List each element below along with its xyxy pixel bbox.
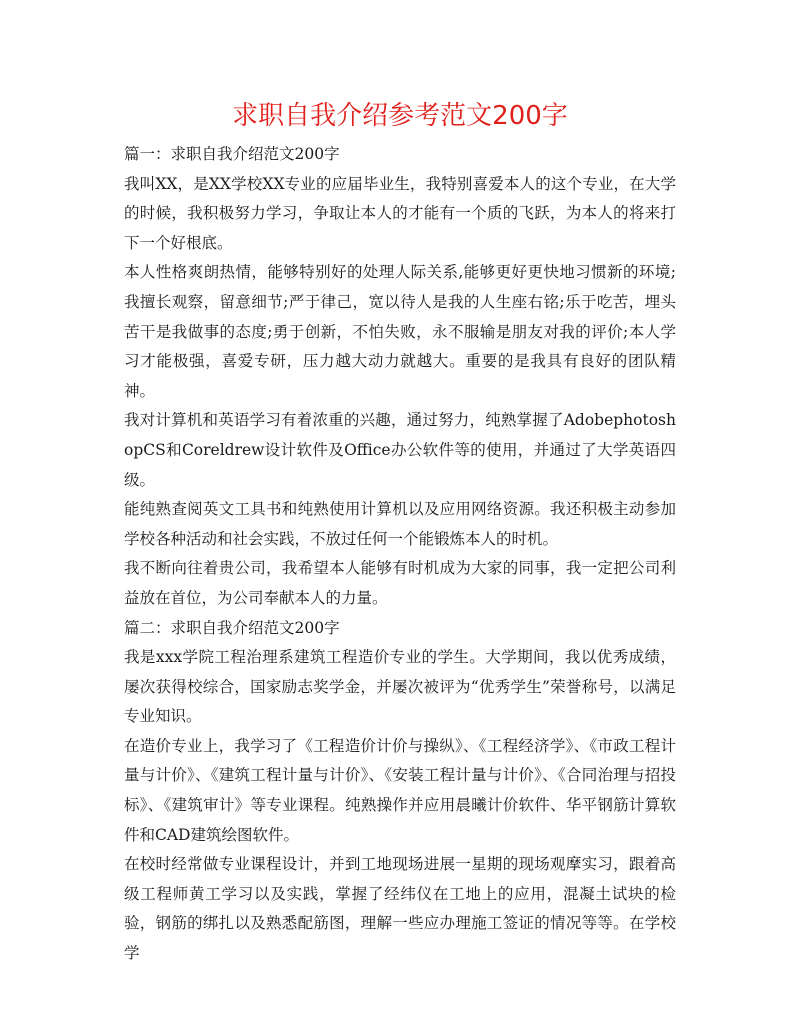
paragraph: 我是xxx学院工程治理系建筑工程造价专业的学生。大学期间，我以优秀成绩，屡次获得校综合，国家励志奖学金，并屡次被评为“优秀学生”荣誉称号，以满足专业知识。 <box>124 648 676 726</box>
document-title: 求职自我介绍参考范文200字 <box>232 101 568 131</box>
document-body <box>124 140 676 969</box>
paragraph: 在校时经常做专业课程设计，并到工地现场进展一星期的现场观摩实习，跟着高级工程师黄工学习以及实践，掌握了经纬仪在工地上的应用，混凝土试块的检验，钢筋的绑扎以及熟悉配筋图，理解一些应办理施工签证的情况等等。在学校学 <box>124 855 676 963</box>
paragraph: 我不断向往着贵公司，我希望本人能够有时机成为大家的同事，我一定把公司利益放在首位，为公司奉献本人的力量。 <box>124 559 676 607</box>
paragraph: 本人性格爽朗热情，能够特别好的处理人际关系,能够更好更快地习惯新的环境;我擅长观察，留意细节;严于律己，宽以待人是我的人生座右铭;乐于吃苦，埋头苦干是我做事的态度;勇于创新，不怕失败，永不服输是朋友对我的评价;本人学习才能极强，喜爱专研，压力越大动力就越大。重要的是我具有良好的团队精神。 <box>124 263 676 400</box>
section-heading: 篇二：求职自我介绍范文200字 <box>124 618 340 637</box>
paragraph: 我对计算机和英语学习有着浓重的兴趣，通过努力，纯熟掌握了AdobephotoshopCS和Coreldrew设计软件及Office办公软件等的使用，并通过了大学英语四级。 <box>124 411 676 489</box>
paragraph: 我叫XX，是XX学校XX专业的应届毕业生，我特别喜爱本人的这个专业，在大学的时候，我积极努力学习，争取让本人的才能有一个质的飞跃，为本人的将来打下一个好根底。 <box>124 174 676 252</box>
section-heading: 篇一：求职自我介绍范文200字 <box>124 145 340 163</box>
paragraph: 在造价专业上，我学习了《工程造价计价与操纵》、《工程经济学》、《市政工程计量与计价》、《建筑工程计量与计价》、《安装工程计量与计价》、《合同治理与招投标》、《建筑审计》等专业课程。纯熟操作并应用晨曦计价软件、华平钢筋计算软件和CAD建筑绘图软件。 <box>124 736 676 844</box>
paragraph: 能纯熟查阅英文工具书和纯熟使用计算机以及应用网络资源。我还积极主动参加学校各种活动和社会实践，不放过任何一个能锻炼本人的时机。 <box>124 500 676 548</box>
